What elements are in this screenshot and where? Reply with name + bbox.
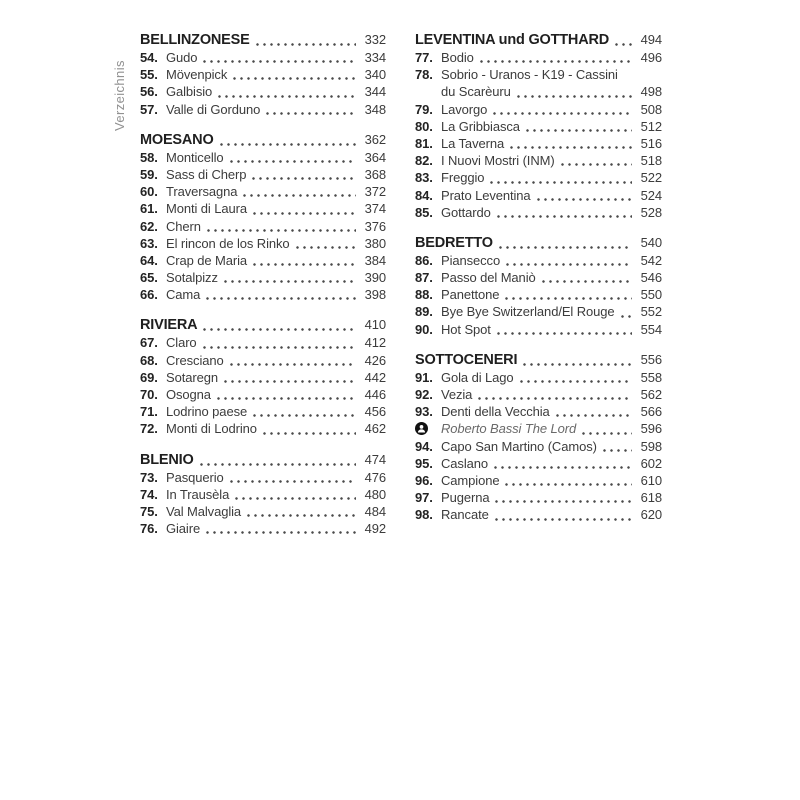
entry-page-number: 498 (640, 84, 662, 100)
leader-dots (253, 212, 356, 215)
leader-dots (615, 43, 632, 46)
entry-number: 71. (140, 404, 158, 420)
entry-page-number: 610 (640, 472, 662, 488)
entry-page-number: 508 (640, 101, 662, 117)
leader-dots (480, 60, 632, 63)
leader-dots (497, 332, 632, 335)
leader-dots (537, 198, 632, 201)
entry-number: 67. (140, 335, 158, 351)
leader-dots (266, 112, 356, 115)
entry-page-number: 542 (640, 252, 662, 268)
toc-entry-row (140, 200, 386, 217)
entry-page-number: 596 (640, 421, 662, 437)
leader-dots (206, 531, 356, 534)
entry-title: La Taverna (441, 135, 505, 151)
entry-page-number: 398 (364, 287, 386, 303)
entry-page-number: 344 (364, 84, 386, 100)
section-page-number: 540 (640, 234, 662, 250)
toc-entry-row (140, 149, 386, 166)
entry-page-number: 456 (364, 404, 386, 420)
entry-page-number: 554 (640, 321, 662, 337)
entry-number: 92. (415, 387, 433, 402)
leader-dots (523, 363, 632, 366)
leader-dots (263, 432, 356, 435)
toc-section (415, 234, 662, 338)
entry-page-number: 598 (640, 438, 662, 454)
entry-page-number: 340 (364, 67, 386, 83)
entry-number: 57. (140, 101, 158, 117)
toc-entry-row (140, 469, 386, 486)
entry-number: 55. (140, 67, 158, 83)
entry-title: Giaire (166, 521, 201, 537)
leader-dots (233, 77, 356, 80)
leader-dots (526, 129, 632, 132)
entry-page-number: 620 (640, 507, 662, 523)
toc-entry-row (140, 386, 386, 403)
entry-title: Sass di Cherp (166, 166, 247, 182)
entry-title: Campione (441, 472, 500, 488)
entry-page-number: 412 (364, 335, 386, 351)
entry-page-number: 476 (364, 469, 386, 485)
leader-dots (506, 263, 632, 266)
entry-number: 83. (415, 170, 433, 186)
leader-dots (490, 181, 632, 184)
entry-title: Panettone (441, 287, 500, 303)
entry-number: 78. (415, 67, 433, 83)
toc-section (415, 351, 662, 524)
leader-dots (220, 143, 356, 146)
section-title: BELLINZONESE (140, 32, 250, 48)
leader-dots (230, 363, 356, 366)
leader-dots (296, 246, 356, 249)
entry-page-number: 368 (364, 166, 386, 182)
entry-page-number: 384 (364, 252, 386, 268)
entry-title: Valle di Gorduno (166, 101, 261, 117)
toc-entry-row (140, 252, 386, 269)
entry-title: Chern (166, 218, 201, 234)
entry-number: 96. (415, 472, 433, 488)
entry-title: Gottardo (441, 204, 491, 220)
entry-title: In Trausèla (166, 486, 230, 502)
entry-page-number: 550 (640, 287, 662, 303)
leader-dots (505, 297, 632, 300)
entry-title: Bye Bye Switzerland/El Rouge (441, 304, 615, 320)
toc-entry-row (415, 269, 662, 286)
toc-entry-row (140, 403, 386, 420)
toc-entry-row (140, 369, 386, 386)
entry-number: 66. (140, 287, 158, 303)
leader-dots (253, 414, 356, 417)
toc-entry-row (415, 101, 662, 118)
leader-dots (207, 229, 356, 232)
leader-dots (499, 246, 632, 249)
toc-entry-row (415, 403, 662, 420)
entry-title: Hot Spot (441, 321, 491, 337)
entry-title: Lodrino paese (166, 404, 248, 420)
entry-number: 98. (415, 507, 433, 523)
leader-dots (217, 397, 356, 400)
entry-title: Roberto Bassi The Lord (441, 421, 577, 437)
entry-page-number: 522 (640, 170, 662, 186)
leader-dots (561, 163, 632, 166)
leader-dots (224, 380, 356, 383)
toc-entry-row (415, 204, 662, 221)
entry-title: Denti della Vecchia (441, 404, 550, 420)
toc-entry-row (140, 235, 386, 252)
toc-entry-row (415, 438, 662, 455)
entry-number: 64. (140, 252, 158, 268)
entry-page-number: 546 (640, 270, 662, 286)
leader-dots (247, 514, 356, 517)
entry-number: 90. (415, 321, 433, 337)
entry-number: 84. (415, 187, 433, 203)
toc-entry-row (415, 252, 662, 269)
section-page-number: 556 (640, 351, 662, 367)
entry-number: 61. (140, 201, 158, 217)
entry-title: Crap de Maria (166, 252, 248, 268)
toc-entry-row (140, 420, 386, 437)
entry-page-number: 552 (640, 304, 662, 320)
section-page-number: 362 (364, 131, 386, 147)
toc-entry-row (415, 303, 662, 320)
entry-number: 91. (415, 369, 433, 385)
toc-entry-row (415, 187, 662, 204)
entry-title: Piansecco (441, 252, 501, 268)
section-title: LEVENTINA und GOTTHARD (415, 32, 610, 48)
toc-entry-row (140, 486, 386, 503)
leader-dots (478, 397, 632, 400)
entry-page-number: 374 (364, 201, 386, 217)
toc-entry-row (140, 218, 386, 235)
leader-dots (206, 297, 356, 300)
leader-dots (621, 315, 632, 318)
toc-entry-row (140, 269, 386, 286)
leader-dots (200, 463, 356, 466)
section-header-row (140, 131, 386, 149)
leader-dots (505, 483, 632, 486)
leader-dots (203, 346, 356, 349)
entry-page-number: 618 (640, 490, 662, 506)
entry-page-number: 492 (364, 521, 386, 537)
toc-entry-row (140, 49, 386, 66)
leader-dots (582, 432, 632, 435)
toc-section (140, 31, 386, 118)
entry-title: I Nuovi Mostri (INM) (441, 153, 555, 169)
entry-number: 81. (415, 135, 433, 151)
entry-number: 59. (140, 166, 158, 182)
toc-entry-row (415, 135, 662, 152)
leader-dots (493, 112, 632, 115)
toc-section (140, 131, 386, 304)
section-header-row (140, 451, 386, 469)
entry-title: Vezia (441, 387, 473, 402)
section-page-number: 332 (364, 32, 386, 47)
entry-title: El rincon de los Rinko (166, 235, 290, 251)
toc-entry-row (415, 506, 662, 523)
entry-page-number: 562 (640, 387, 662, 402)
entry-title: Val Malvaglia (166, 503, 242, 519)
entry-number: 75. (140, 503, 158, 519)
leader-dots (542, 280, 632, 283)
entry-number: 73. (140, 469, 158, 485)
toc-section (415, 31, 662, 221)
leader-dots (253, 263, 356, 266)
entry-number: 54. (140, 50, 158, 65)
entry-number: 82. (415, 153, 433, 169)
toc-entry-row (140, 166, 386, 183)
entry-title: Gola di Lago (441, 369, 514, 385)
section-page-number: 494 (640, 32, 662, 47)
section-title: BEDRETTO (415, 234, 493, 251)
section-header-row (415, 31, 662, 49)
toc-entry-row (140, 286, 386, 303)
entry-number: 70. (140, 387, 158, 402)
entry-title: Cama (166, 287, 201, 303)
entry-page-number: 558 (640, 369, 662, 385)
entry-title: Bodio (441, 50, 474, 65)
toc-column-left (140, 31, 386, 537)
entry-title: Monti di Laura (166, 201, 247, 217)
leader-dots (603, 449, 632, 452)
entry-page-number: 364 (364, 149, 386, 165)
leader-dots (235, 497, 356, 500)
leader-dots (495, 518, 632, 521)
toc-entry-row-continuation (415, 83, 662, 100)
entry-title: Passo del Maniò (441, 270, 536, 286)
toc-entry-row (415, 49, 662, 66)
toc-entry-row (140, 334, 386, 351)
entry-title: Freggio (441, 170, 485, 186)
toc-entry-row (415, 420, 662, 437)
leader-dots (230, 480, 356, 483)
entry-number: 95. (415, 455, 433, 471)
entry-page-number: 516 (640, 135, 662, 151)
toc-entry-row (415, 489, 662, 506)
toc-column-right (415, 31, 662, 524)
entry-title: Galbisio (166, 84, 213, 100)
entry-page-number: 602 (640, 455, 662, 471)
entry-title: Pasquerio (166, 469, 224, 485)
entry-title: Sobrio - Uranos - K19 - Cassini (441, 67, 618, 83)
leader-dots (252, 177, 356, 180)
entry-title: Sotaregn (166, 369, 218, 385)
section-header-row (140, 316, 386, 334)
entry-number: 65. (140, 270, 158, 286)
leader-dots (230, 160, 356, 163)
entry-page-number: 376 (364, 218, 386, 234)
leader-dots (203, 328, 356, 331)
entry-title: Osogna (166, 387, 211, 402)
section-header-row (415, 351, 662, 369)
entry-page-number: 480 (364, 486, 386, 502)
toc-entry-row (140, 83, 386, 100)
entry-number: 80. (415, 118, 433, 134)
entry-number: 68. (140, 352, 158, 368)
entry-title: Gudo (166, 50, 198, 65)
entry-number: 87. (415, 270, 433, 286)
toc-entry-row (415, 455, 662, 472)
entry-number: 63. (140, 235, 158, 251)
toc-entry-row (415, 152, 662, 169)
entry-number: 58. (140, 149, 158, 165)
entry-number: 79. (415, 101, 433, 117)
section-title: SOTTOCENERI (415, 351, 518, 368)
entry-number: 88. (415, 287, 433, 303)
entry-number: 69. (140, 369, 158, 385)
entry-title: La Gribbiasca (441, 118, 520, 134)
entry-page-number: 380 (364, 235, 386, 251)
entry-number: 62. (140, 218, 158, 234)
entry-title: Monti di Lodrino (166, 421, 257, 437)
entry-page-number: 518 (640, 153, 662, 169)
entry-title: Lavorgo (441, 101, 488, 117)
leader-dots (494, 466, 632, 469)
toc-entry-row (415, 66, 662, 83)
entry-page-number: 462 (364, 421, 386, 437)
entry-title: Sotalpizz (166, 270, 218, 286)
leader-dots (203, 60, 356, 63)
leader-dots (520, 380, 632, 383)
toc-entry-row (415, 286, 662, 303)
entry-page-number: 426 (364, 352, 386, 368)
entry-number: 93. (415, 404, 433, 420)
toc-section (140, 316, 386, 437)
person-badge-icon (415, 422, 441, 435)
entry-title: Pugerna (441, 490, 490, 506)
entry-page-number: 442 (364, 369, 386, 385)
section-page-number: 474 (364, 451, 386, 467)
leader-dots (218, 95, 356, 98)
entry-title: du Scarèuru (441, 84, 511, 100)
entry-title: Caslano (441, 455, 488, 471)
entry-number: 85. (415, 204, 433, 220)
entry-title: Prato Leventina (441, 187, 531, 203)
entry-number: 76. (140, 521, 158, 537)
entry-page-number: 446 (364, 387, 386, 402)
entry-number: 97. (415, 490, 433, 506)
entry-title: Traversagna (166, 184, 238, 200)
leader-dots (256, 43, 356, 46)
entry-number: 60. (140, 184, 158, 200)
entry-title: Monticello (166, 149, 224, 165)
section-title: MOESANO (140, 131, 214, 148)
toc-entry-row (140, 520, 386, 537)
entry-title: Mövenpick (166, 67, 228, 83)
entry-page-number: 496 (640, 50, 662, 65)
entry-number: 94. (415, 438, 433, 454)
toc-entry-row (415, 321, 662, 338)
toc-entry-row (415, 118, 662, 135)
verzeichnis-side-label: Verzeichnis (112, 60, 127, 131)
entry-page-number: 348 (364, 101, 386, 117)
entry-page-number: 512 (640, 118, 662, 134)
section-title: RIVIERA (140, 317, 198, 334)
leader-dots (556, 414, 632, 417)
entry-number: 77. (415, 50, 433, 65)
toc-entry-row (415, 169, 662, 186)
entry-title: Rancate (441, 507, 489, 523)
toc-section (140, 451, 386, 538)
section-page-number: 410 (364, 317, 386, 333)
entry-page-number: 372 (364, 184, 386, 200)
entry-page-number: 334 (364, 50, 386, 65)
entry-title: Claro (166, 335, 197, 351)
section-header-row (415, 234, 662, 252)
entry-number: 74. (140, 486, 158, 502)
section-header-row (140, 31, 386, 49)
entry-page-number: 484 (364, 503, 386, 519)
leader-dots (243, 194, 356, 197)
entry-page-number: 524 (640, 187, 662, 203)
section-title: BLENIO (140, 451, 194, 468)
toc-entry-row (140, 503, 386, 520)
toc-entry-row (415, 472, 662, 489)
entry-number: 72. (140, 421, 158, 437)
entry-title: Capo San Martino (Camos) (441, 438, 597, 454)
toc-entry-row (140, 352, 386, 369)
entry-number: 56. (140, 84, 158, 100)
leader-dots (497, 215, 632, 218)
entry-number: 86. (415, 252, 433, 268)
toc-entry-row (415, 369, 662, 386)
toc-entry-row (140, 66, 386, 83)
leader-dots (517, 95, 632, 98)
toc-entry-row (140, 101, 386, 118)
toc-entry-row (140, 183, 386, 200)
leader-dots (224, 280, 356, 283)
leader-dots (495, 500, 632, 503)
toc-entry-row (415, 386, 662, 403)
entry-page-number: 528 (640, 204, 662, 220)
leader-dots (510, 146, 632, 149)
entry-page-number: 390 (364, 270, 386, 286)
entry-page-number: 566 (640, 404, 662, 420)
entry-number: 89. (415, 304, 433, 320)
entry-title: Cresciano (166, 352, 224, 368)
